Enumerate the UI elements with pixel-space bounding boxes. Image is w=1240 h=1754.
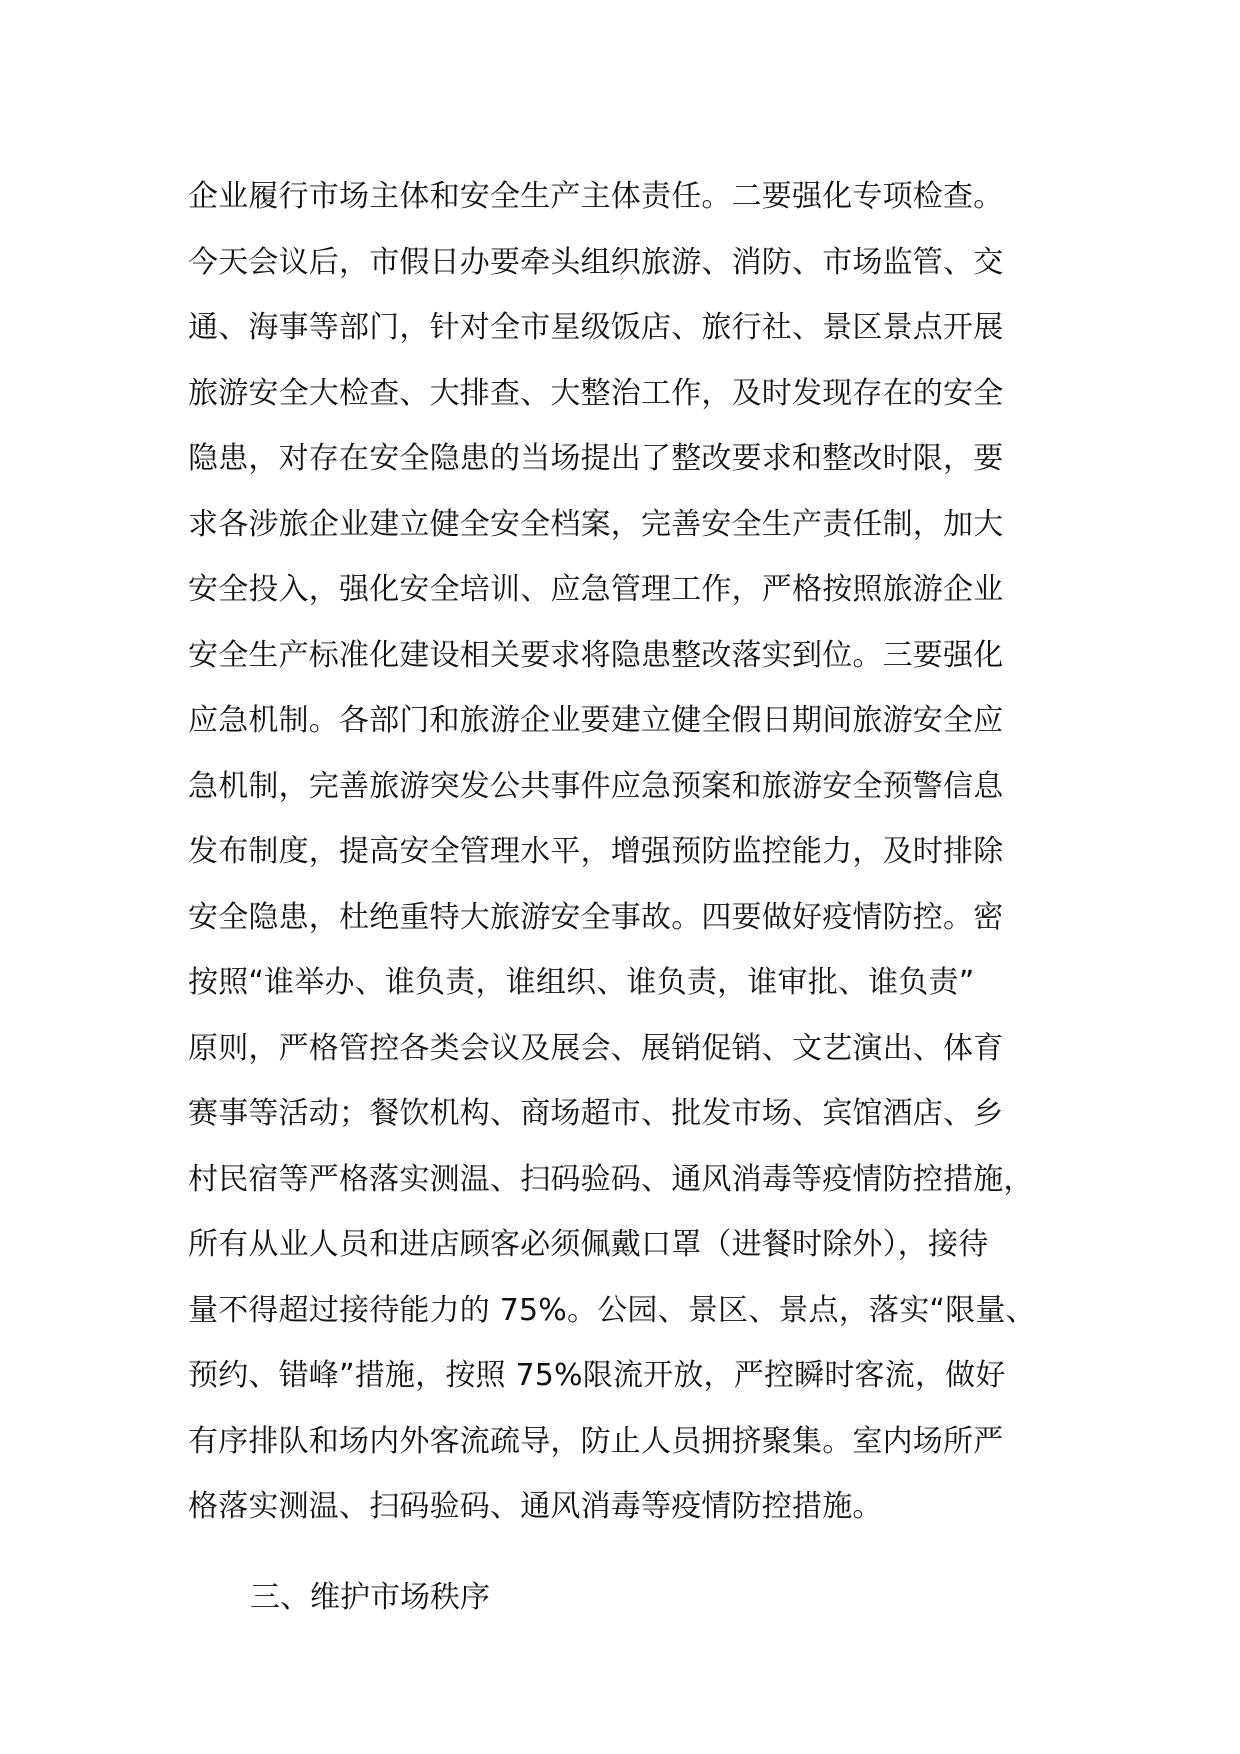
text-line: 通、海事等部门，针对全市星级饭店、旅行社、景区景点开展 [188,310,1004,345]
text-line: 求各涉旅企业建立健全安全档案，完善安全生产责任制，加大 [188,506,1004,542]
section-heading: 三、维护市场秩序 [250,1580,490,1615]
text-line: 安全投入，强化安全培训、应急管理工作，严格按照旅游企业 [188,572,1004,607]
text-line: 村民宿等严格落实测温、扫码验码、通风消毒等疫情防控措施， [188,1161,1034,1197]
text-line: 今天会议后，市假日办要牵头组织旅游、消防、市场监管、交 [188,244,1004,280]
body-paragraph [188,164,1088,1540]
text-line: 发布制度，提高安全管理水平，增强预防监控能力，及时排除 [188,834,1004,869]
text-line: 所有从业人员和进店顾客必须佩戴口罩（进餐时除外），接待 [188,1227,989,1262]
text-line: 应急机制。各部门和旅游企业要建立健全假日期间旅游安全应 [188,703,1004,738]
text-line: 急机制，完善旅游突发公共事件应急预案和旅游安全预警信息 [188,768,1004,804]
text-line: 量不得超过接待能力的 75%。公园、景区、景点，落实“限量、 [188,1292,1036,1328]
text-line: 旅游安全大检查、大排查、大整治工作，及时发现存在的安全 [188,375,1004,411]
text-line: 安全隐患，杜绝重特大旅游安全事故。四要做好疫情防控。密 [188,899,1004,935]
text-line: 隐患，对存在安全隐患的当场提出了整改要求和整改时限，要 [188,441,1004,476]
text-line: 预约、错峰”措施，按照 75%限流开放，严控瞬时客流，做好 [188,1358,1006,1393]
text-line: 原则，严格管控各类会议及展会、展销促销、文艺演出、体育 [188,1030,1004,1066]
text-line: 安全生产标准化建设相关要求将隐患整改落实到位。三要强化 [188,637,1004,673]
text-line: 有序排队和场内外客流疏导，防止人员拥挤聚集。室内场所严 [188,1423,1004,1459]
text-line: 按照“谁举办、谁负责，谁组织、谁负责，谁审批、谁负责” [188,965,975,1000]
text-line: 企业履行市场主体和安全生产主体责任。二要强化专项检查。 [188,179,1004,214]
text-line: 格落实测温、扫码验码、通风消毒等疫情防控措施。 [188,1489,883,1524]
text-line: 赛事等活动；餐饮机构、商场超市、批发市场、宾馆酒店、乡 [188,1096,1004,1131]
